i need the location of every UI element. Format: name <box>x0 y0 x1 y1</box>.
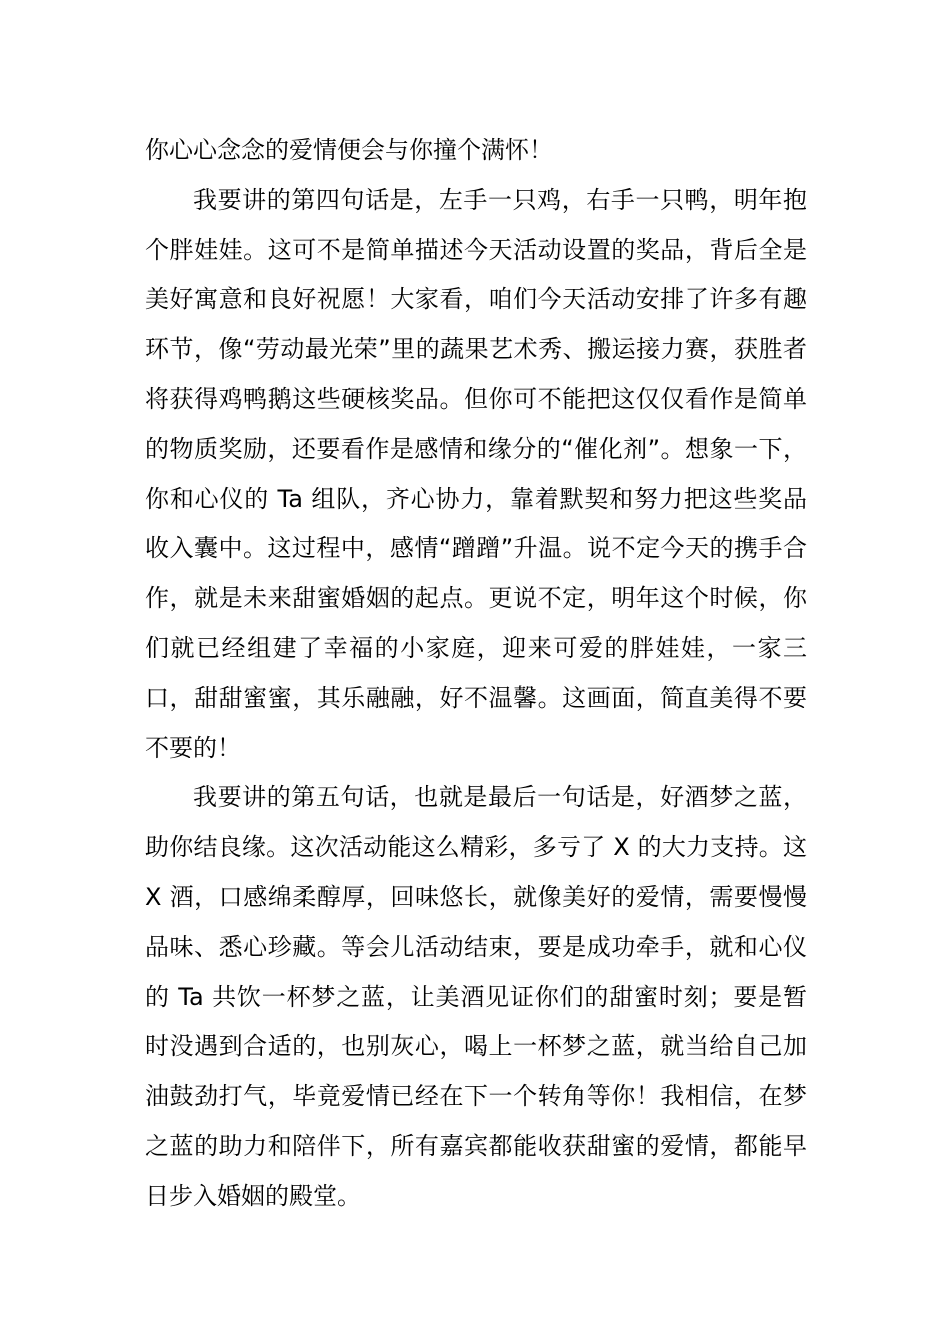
paragraph-fourth-point: 我要讲的第四句话是，左手一只鸡，右手一只鸭，明年抱个胖娃娃。这可不是简单描述今天活动设置的奖品，背后全是美好寓意和良好祝愿！大家看，咱们今天活动安排了许多有趣环节，像“劳动最光荣”里的蔬果艺术秀、搬运接力赛，获胜者将获得鸡鸭鹅这些硬核奖品。但你可不能把这仅仅看作是简单的物质奖励，还要看作是感情和缘分的“催化剂”。想象一下，你和心仪的 Ta 组队，齐心协力，靠着默契和努力把这些奖品收入囊中。这过程中，感情“蹭蹭”升温。说不定今天的携手合作，就是未来甜蜜婚姻的起点。更说不定，明年这个时候，你们就已经组建了幸福的小家庭，迎来可爱的胖娃娃，一家三口，甜甜蜜蜜，其乐融融，好不温馨。这画面，简直美得不要不要的！ <box>145 185 807 762</box>
document-body <box>145 126 807 1222</box>
paragraph-fifth-point: 我要讲的第五句话，也就是最后一句话是，好酒梦之蓝，助你结良缘。这次活动能这么精彩，多亏了 X 的大力支持。这 X 酒，口感绵柔醇厚，回味悠长，就像美好的爱情，需要慢慢品味、悉心珍藏。等会儿活动结束，要是成功牵手，就和心仪的 Ta 共饮一杯梦之蓝，让美酒见证你们的甜蜜时刻；要是暂时没遇到合适的，也别灰心，喝上一杯梦之蓝，就当给自己加油鼓劲打气，毕竟爱情已经在下一个转角等你！我相信，在梦之蓝的助力和陪伴下，所有嘉宾都能收获甜蜜的爱情，都能早日步入婚姻的殿堂。 <box>145 783 807 1210</box>
paragraph-continuation: 你心心念念的爱情便会与你撞个满怀！ <box>145 136 553 164</box>
